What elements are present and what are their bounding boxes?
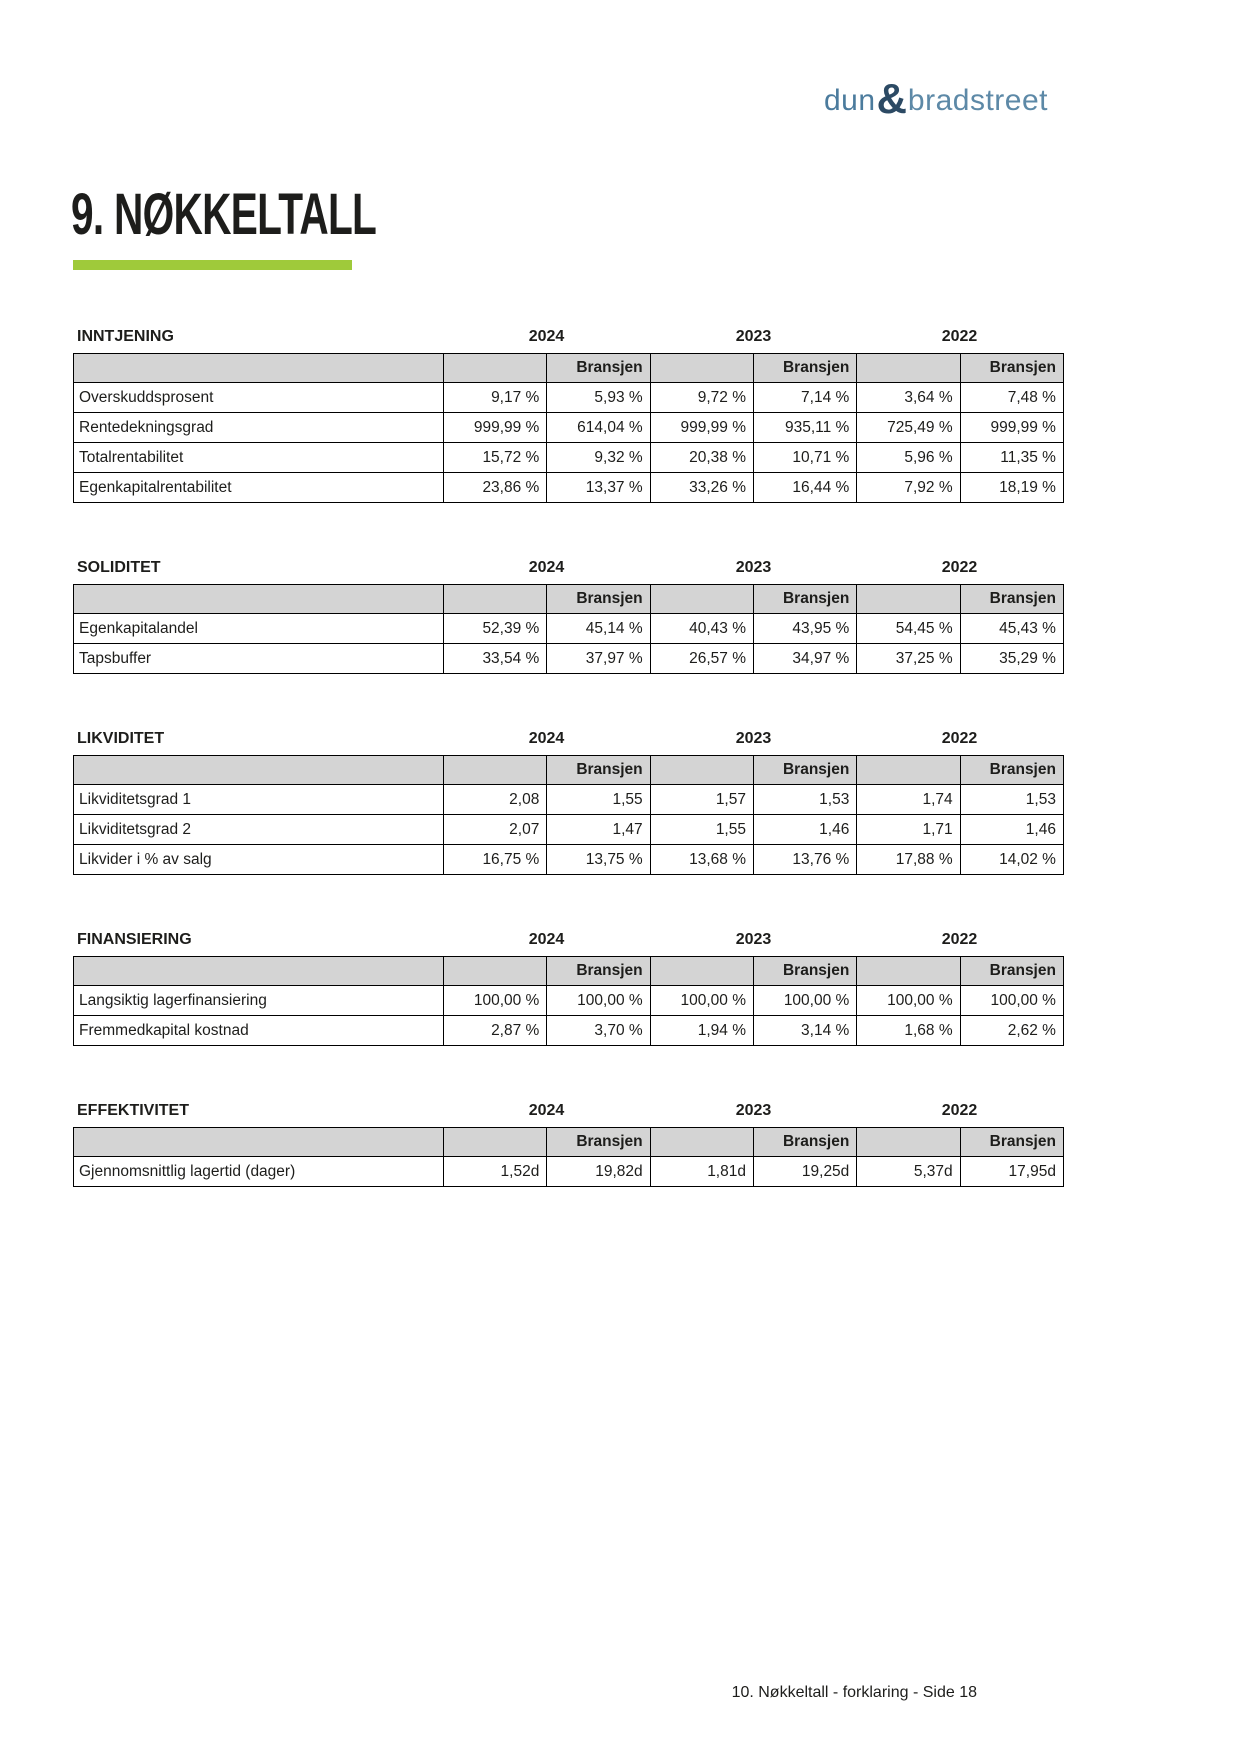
value-cell: 2,87 % — [444, 1016, 547, 1046]
bransjen-header-cell: Bransjen — [753, 354, 856, 383]
value-cell: 9,32 % — [547, 443, 650, 473]
value-cell: 1,46 — [753, 815, 856, 845]
year-header-2023: 2023 — [735, 1102, 772, 1119]
row-label: Langsiktig lagerfinansiering — [74, 986, 444, 1016]
header-empty-cell — [444, 756, 547, 785]
table-row — [74, 1016, 1064, 1046]
section-title: INNTJENING — [77, 328, 174, 345]
header-empty-cell — [444, 957, 547, 986]
header-empty-cell — [74, 1128, 444, 1157]
bransjen-header-cell: Bransjen — [753, 756, 856, 785]
row-label: Likvider i % av salg — [74, 845, 444, 875]
value-cell: 9,17 % — [444, 383, 547, 413]
value-cell: 20,38 % — [650, 443, 753, 473]
value-cell: 45,14 % — [547, 614, 650, 644]
section-title: LIKVIDITET — [77, 730, 165, 747]
table-header-row — [74, 354, 1064, 383]
section-header-row — [73, 730, 1063, 747]
value-cell: 11,35 % — [960, 443, 1063, 473]
value-cell: 1,46 — [960, 815, 1063, 845]
value-cell: 5,37d — [857, 1157, 960, 1187]
bransjen-header-cell: Bransjen — [547, 756, 650, 785]
value-cell: 100,00 % — [650, 986, 753, 1016]
header-empty-cell — [444, 1128, 547, 1157]
value-cell: 37,25 % — [857, 644, 960, 674]
year-header-2024: 2024 — [528, 730, 565, 747]
kpi-table — [73, 584, 1064, 674]
table-row — [74, 614, 1064, 644]
key-figures-section — [73, 1102, 1063, 1187]
bransjen-header-cell: Bransjen — [960, 756, 1063, 785]
key-figures-sections — [73, 328, 1063, 1243]
value-cell: 14,02 % — [960, 845, 1063, 875]
bransjen-header-cell: Bransjen — [960, 957, 1063, 986]
bransjen-header-cell: Bransjen — [960, 585, 1063, 614]
value-cell: 1,94 % — [650, 1016, 753, 1046]
page-footer: 10. Nøkkeltall - forklaring - Side 18 — [731, 1684, 977, 1701]
year-header-2024: 2024 — [528, 1102, 565, 1119]
table-row — [74, 1157, 1064, 1187]
value-cell: 1,55 — [650, 815, 753, 845]
bransjen-header-cell: Bransjen — [547, 585, 650, 614]
value-cell: 100,00 % — [960, 986, 1063, 1016]
value-cell: 34,97 % — [753, 644, 856, 674]
value-cell: 7,48 % — [960, 383, 1063, 413]
value-cell: 1,71 — [857, 815, 960, 845]
table-header-row — [74, 1128, 1064, 1157]
value-cell: 999,99 % — [650, 413, 753, 443]
value-cell: 16,75 % — [444, 845, 547, 875]
table-row — [74, 644, 1064, 674]
row-label: Egenkapitalandel — [74, 614, 444, 644]
header-empty-cell — [74, 957, 444, 986]
table-row — [74, 785, 1064, 815]
value-cell: 9,72 % — [650, 383, 753, 413]
row-label: Totalrentabilitet — [74, 443, 444, 473]
section-header-row — [73, 931, 1063, 948]
key-figures-section — [73, 328, 1063, 503]
value-cell: 3,64 % — [857, 383, 960, 413]
value-cell: 45,43 % — [960, 614, 1063, 644]
kpi-table — [73, 755, 1064, 875]
kpi-table — [73, 956, 1064, 1046]
key-figures-section — [73, 559, 1063, 674]
value-cell: 17,88 % — [857, 845, 960, 875]
value-cell: 1,81d — [650, 1157, 753, 1187]
value-cell: 13,68 % — [650, 845, 753, 875]
value-cell: 100,00 % — [753, 986, 856, 1016]
value-cell: 10,71 % — [753, 443, 856, 473]
logo-ampersand-icon: & — [876, 75, 907, 122]
year-header-2023: 2023 — [735, 931, 772, 948]
value-cell: 1,47 — [547, 815, 650, 845]
value-cell: 2,62 % — [960, 1016, 1063, 1046]
value-cell: 33,54 % — [444, 644, 547, 674]
section-title: EFFEKTIVITET — [77, 1102, 189, 1119]
logo-text-dun: dun — [824, 84, 876, 117]
value-cell: 33,26 % — [650, 473, 753, 503]
value-cell: 2,08 — [444, 785, 547, 815]
value-cell: 18,19 % — [960, 473, 1063, 503]
year-header-2024: 2024 — [528, 559, 565, 576]
header-empty-cell — [650, 1128, 753, 1157]
value-cell: 100,00 % — [444, 986, 547, 1016]
value-cell: 1,68 % — [857, 1016, 960, 1046]
row-label: Likviditetsgrad 1 — [74, 785, 444, 815]
value-cell: 999,99 % — [960, 413, 1063, 443]
title-underline-bar — [73, 260, 352, 270]
bransjen-header-cell: Bransjen — [547, 354, 650, 383]
row-label: Rentedekningsgrad — [74, 413, 444, 443]
value-cell: 19,25d — [753, 1157, 856, 1187]
year-header-2023: 2023 — [735, 730, 772, 747]
year-header-2022: 2022 — [941, 730, 978, 747]
value-cell: 100,00 % — [547, 986, 650, 1016]
value-cell: 54,45 % — [857, 614, 960, 644]
value-cell: 13,37 % — [547, 473, 650, 503]
key-figures-section — [73, 931, 1063, 1046]
value-cell: 23,86 % — [444, 473, 547, 503]
header-empty-cell — [857, 957, 960, 986]
header-empty-cell — [74, 756, 444, 785]
row-label: Fremmedkapital kostnad — [74, 1016, 444, 1046]
header-empty-cell — [857, 1128, 960, 1157]
header-empty-cell — [74, 585, 444, 614]
value-cell: 52,39 % — [444, 614, 547, 644]
row-label: Tapsbuffer — [74, 644, 444, 674]
value-cell: 3,14 % — [753, 1016, 856, 1046]
table-row — [74, 443, 1064, 473]
value-cell: 935,11 % — [753, 413, 856, 443]
header-empty-cell — [650, 354, 753, 383]
value-cell: 999,99 % — [444, 413, 547, 443]
value-cell: 19,82d — [547, 1157, 650, 1187]
bransjen-header-cell: Bransjen — [753, 957, 856, 986]
table-row — [74, 986, 1064, 1016]
header-empty-cell — [650, 585, 753, 614]
table-row — [74, 845, 1064, 875]
bransjen-header-cell: Bransjen — [960, 1128, 1063, 1157]
table-row — [74, 815, 1064, 845]
year-header-2024: 2024 — [528, 328, 565, 345]
table-row — [74, 473, 1064, 503]
row-label: Overskuddsprosent — [74, 383, 444, 413]
table-header-row — [74, 957, 1064, 986]
row-label: Gjennomsnittlig lagertid (dager) — [74, 1157, 444, 1187]
header-empty-cell — [857, 585, 960, 614]
value-cell: 725,49 % — [857, 413, 960, 443]
value-cell: 26,57 % — [650, 644, 753, 674]
year-header-2022: 2022 — [941, 931, 978, 948]
value-cell: 1,74 — [857, 785, 960, 815]
header-empty-cell — [650, 957, 753, 986]
value-cell: 35,29 % — [960, 644, 1063, 674]
section-title: FINANSIERING — [77, 931, 192, 948]
section-header-row — [73, 1102, 1063, 1119]
section-title: SOLIDITET — [77, 559, 161, 576]
value-cell: 100,00 % — [857, 986, 960, 1016]
year-header-2023: 2023 — [735, 328, 772, 345]
value-cell: 40,43 % — [650, 614, 753, 644]
page-title: 9. NØKKELTALL — [71, 182, 377, 247]
kpi-table — [73, 1127, 1064, 1187]
value-cell: 43,95 % — [753, 614, 856, 644]
year-header-2022: 2022 — [941, 1102, 978, 1119]
bransjen-header-cell: Bransjen — [753, 585, 856, 614]
section-header-row — [73, 559, 1063, 576]
value-cell: 2,07 — [444, 815, 547, 845]
header-empty-cell — [444, 354, 547, 383]
value-cell: 13,76 % — [753, 845, 856, 875]
value-cell: 5,93 % — [547, 383, 650, 413]
table-row — [74, 383, 1064, 413]
value-cell: 17,95d — [960, 1157, 1063, 1187]
value-cell: 15,72 % — [444, 443, 547, 473]
header-empty-cell — [857, 756, 960, 785]
value-cell: 1,57 — [650, 785, 753, 815]
table-header-row — [74, 585, 1064, 614]
year-header-2022: 2022 — [941, 559, 978, 576]
header-empty-cell — [74, 354, 444, 383]
value-cell: 1,52d — [444, 1157, 547, 1187]
header-empty-cell — [650, 756, 753, 785]
section-header-row — [73, 328, 1063, 345]
logo-text-bradstreet: bradstreet — [907, 84, 1048, 117]
year-header-2024: 2024 — [528, 931, 565, 948]
bransjen-header-cell: Bransjen — [547, 957, 650, 986]
header-empty-cell — [444, 585, 547, 614]
bransjen-header-cell: Bransjen — [960, 354, 1063, 383]
bransjen-header-cell: Bransjen — [753, 1128, 856, 1157]
key-figures-section — [73, 730, 1063, 875]
value-cell: 13,75 % — [547, 845, 650, 875]
value-cell: 1,55 — [547, 785, 650, 815]
value-cell: 1,53 — [753, 785, 856, 815]
row-label: Likviditetsgrad 2 — [74, 815, 444, 845]
value-cell: 5,96 % — [857, 443, 960, 473]
kpi-table — [73, 353, 1064, 503]
year-header-2022: 2022 — [941, 328, 978, 345]
year-header-2023: 2023 — [735, 559, 772, 576]
table-header-row — [74, 756, 1064, 785]
value-cell: 7,92 % — [857, 473, 960, 503]
value-cell: 3,70 % — [547, 1016, 650, 1046]
dun-bradstreet-logo — [824, 72, 1064, 124]
value-cell: 7,14 % — [753, 383, 856, 413]
bransjen-header-cell: Bransjen — [547, 1128, 650, 1157]
value-cell: 16,44 % — [753, 473, 856, 503]
value-cell: 37,97 % — [547, 644, 650, 674]
value-cell: 1,53 — [960, 785, 1063, 815]
value-cell: 614,04 % — [547, 413, 650, 443]
row-label: Egenkapitalrentabilitet — [74, 473, 444, 503]
table-row — [74, 413, 1064, 443]
header-empty-cell — [857, 354, 960, 383]
